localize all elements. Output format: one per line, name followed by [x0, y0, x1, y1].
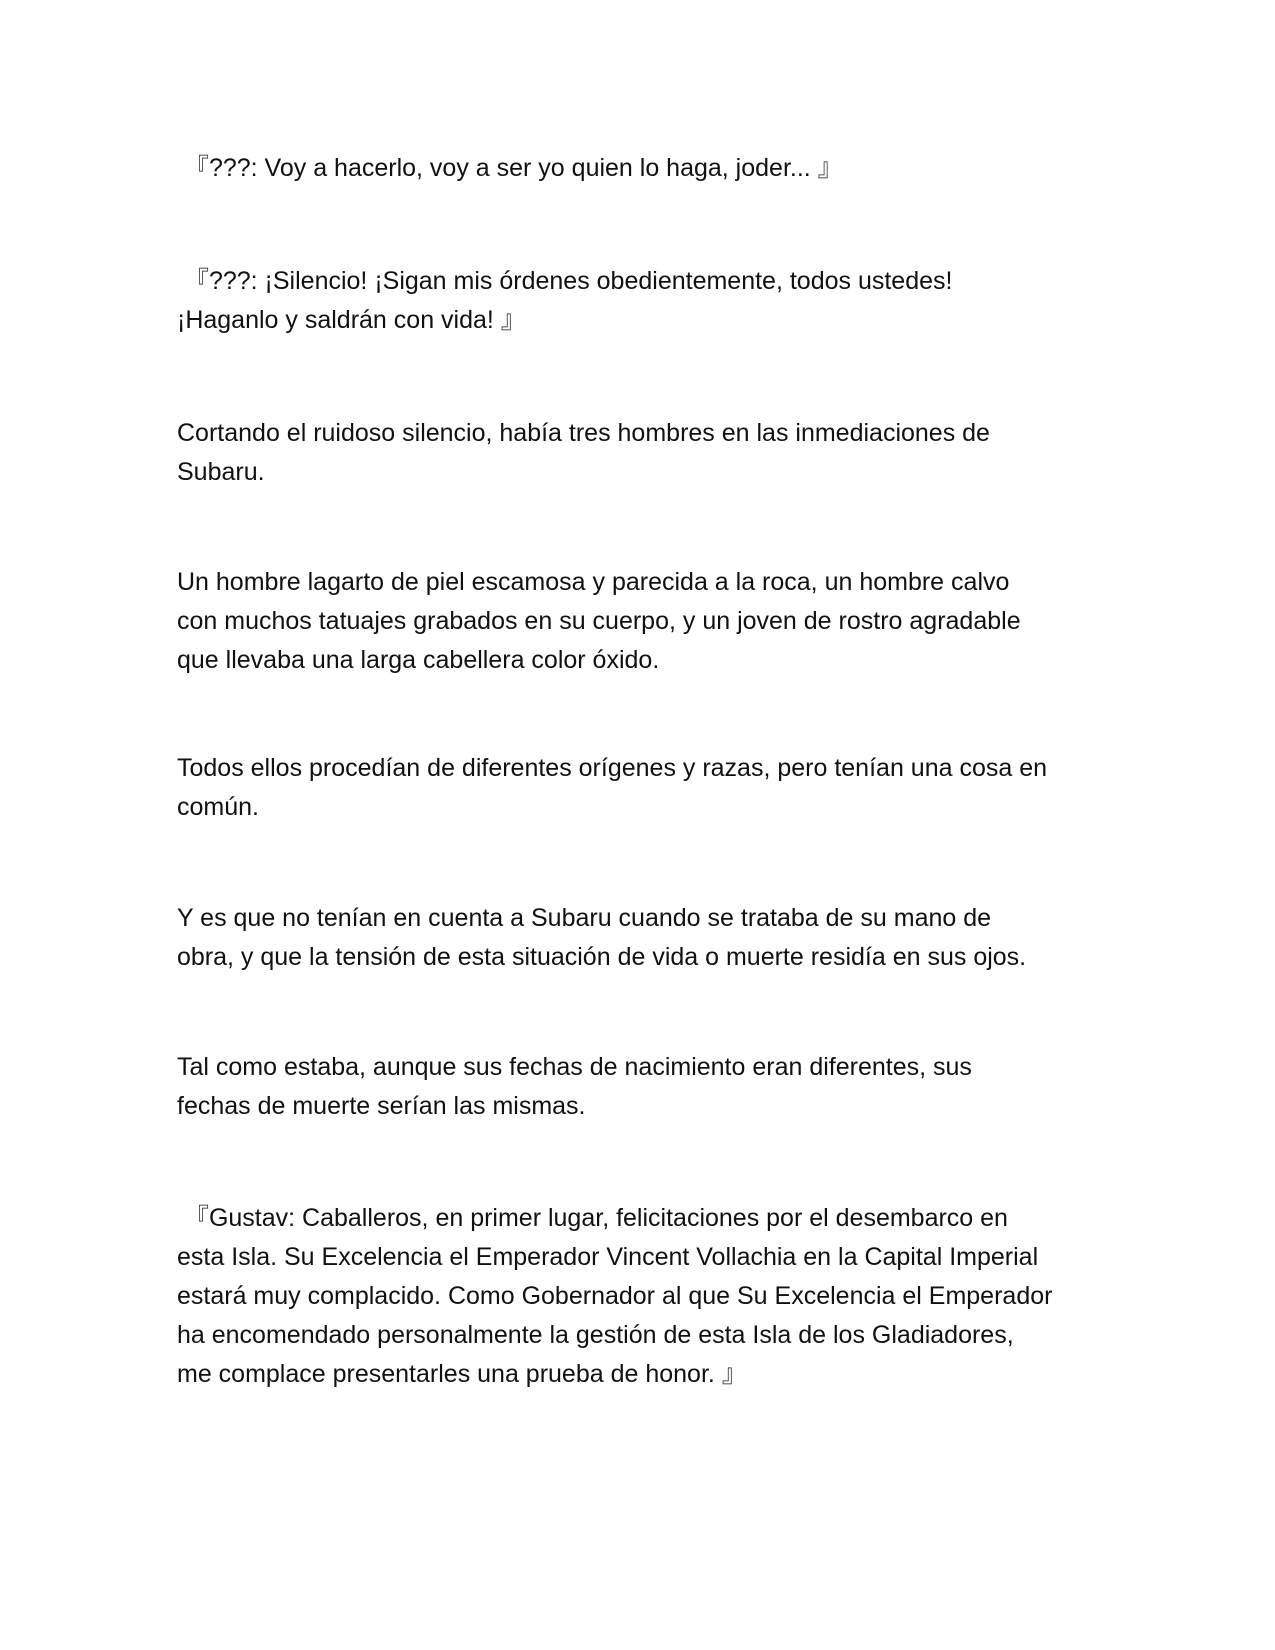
dialogue-paragraph: 『???: Voy a hacerlo, voy a ser yo quien lo haga, joder... 』: [177, 154, 843, 182]
dialogue-paragraph: 『???: ¡Silencio! ¡Sigan mis órdenes obedientemente, todos ustedes! ¡Haganlo y saldrán con vida! 』: [177, 267, 953, 334]
dialogue-paragraph: 『Gustav: Caballeros, en primer lugar, felicitaciones por el desembarco en esta Isla. Su Excelencia el Emperador Vincent Vollachia en la Capital Imperial estará muy complacido. Como Gobernador al que Su Excelencia el Emperador ha encomendado personalmente la gestión de esta Isla de los Gladiadores, me complace presentarles una prueba de honor. 』: [177, 1204, 1053, 1388]
narration-paragraph: Tal como estaba, aunque sus fechas de nacimiento eran diferentes, sus fechas de muerte serían las mismas.: [177, 1053, 972, 1120]
narration-paragraph: Un hombre lagarto de piel escamosa y parecida a la roca, un hombre calvo con muchos tatuajes grabados en su cuerpo, y un joven de rostro agradable que llevaba una larga cabellera color óxido.: [177, 568, 1021, 674]
narration-paragraph: Y es que no tenían en cuenta a Subaru cuando se trataba de su mano de obra, y que la tensión de esta situación de vida o muerte residía en sus ojos.: [177, 904, 1027, 971]
narration-paragraph: Cortando el ruidoso silencio, había tres hombres en las inmediaciones de Subaru.: [177, 419, 990, 486]
narration-paragraph: Todos ellos procedían de diferentes orígenes y razas, pero tenían una cosa en común.: [177, 754, 1048, 821]
